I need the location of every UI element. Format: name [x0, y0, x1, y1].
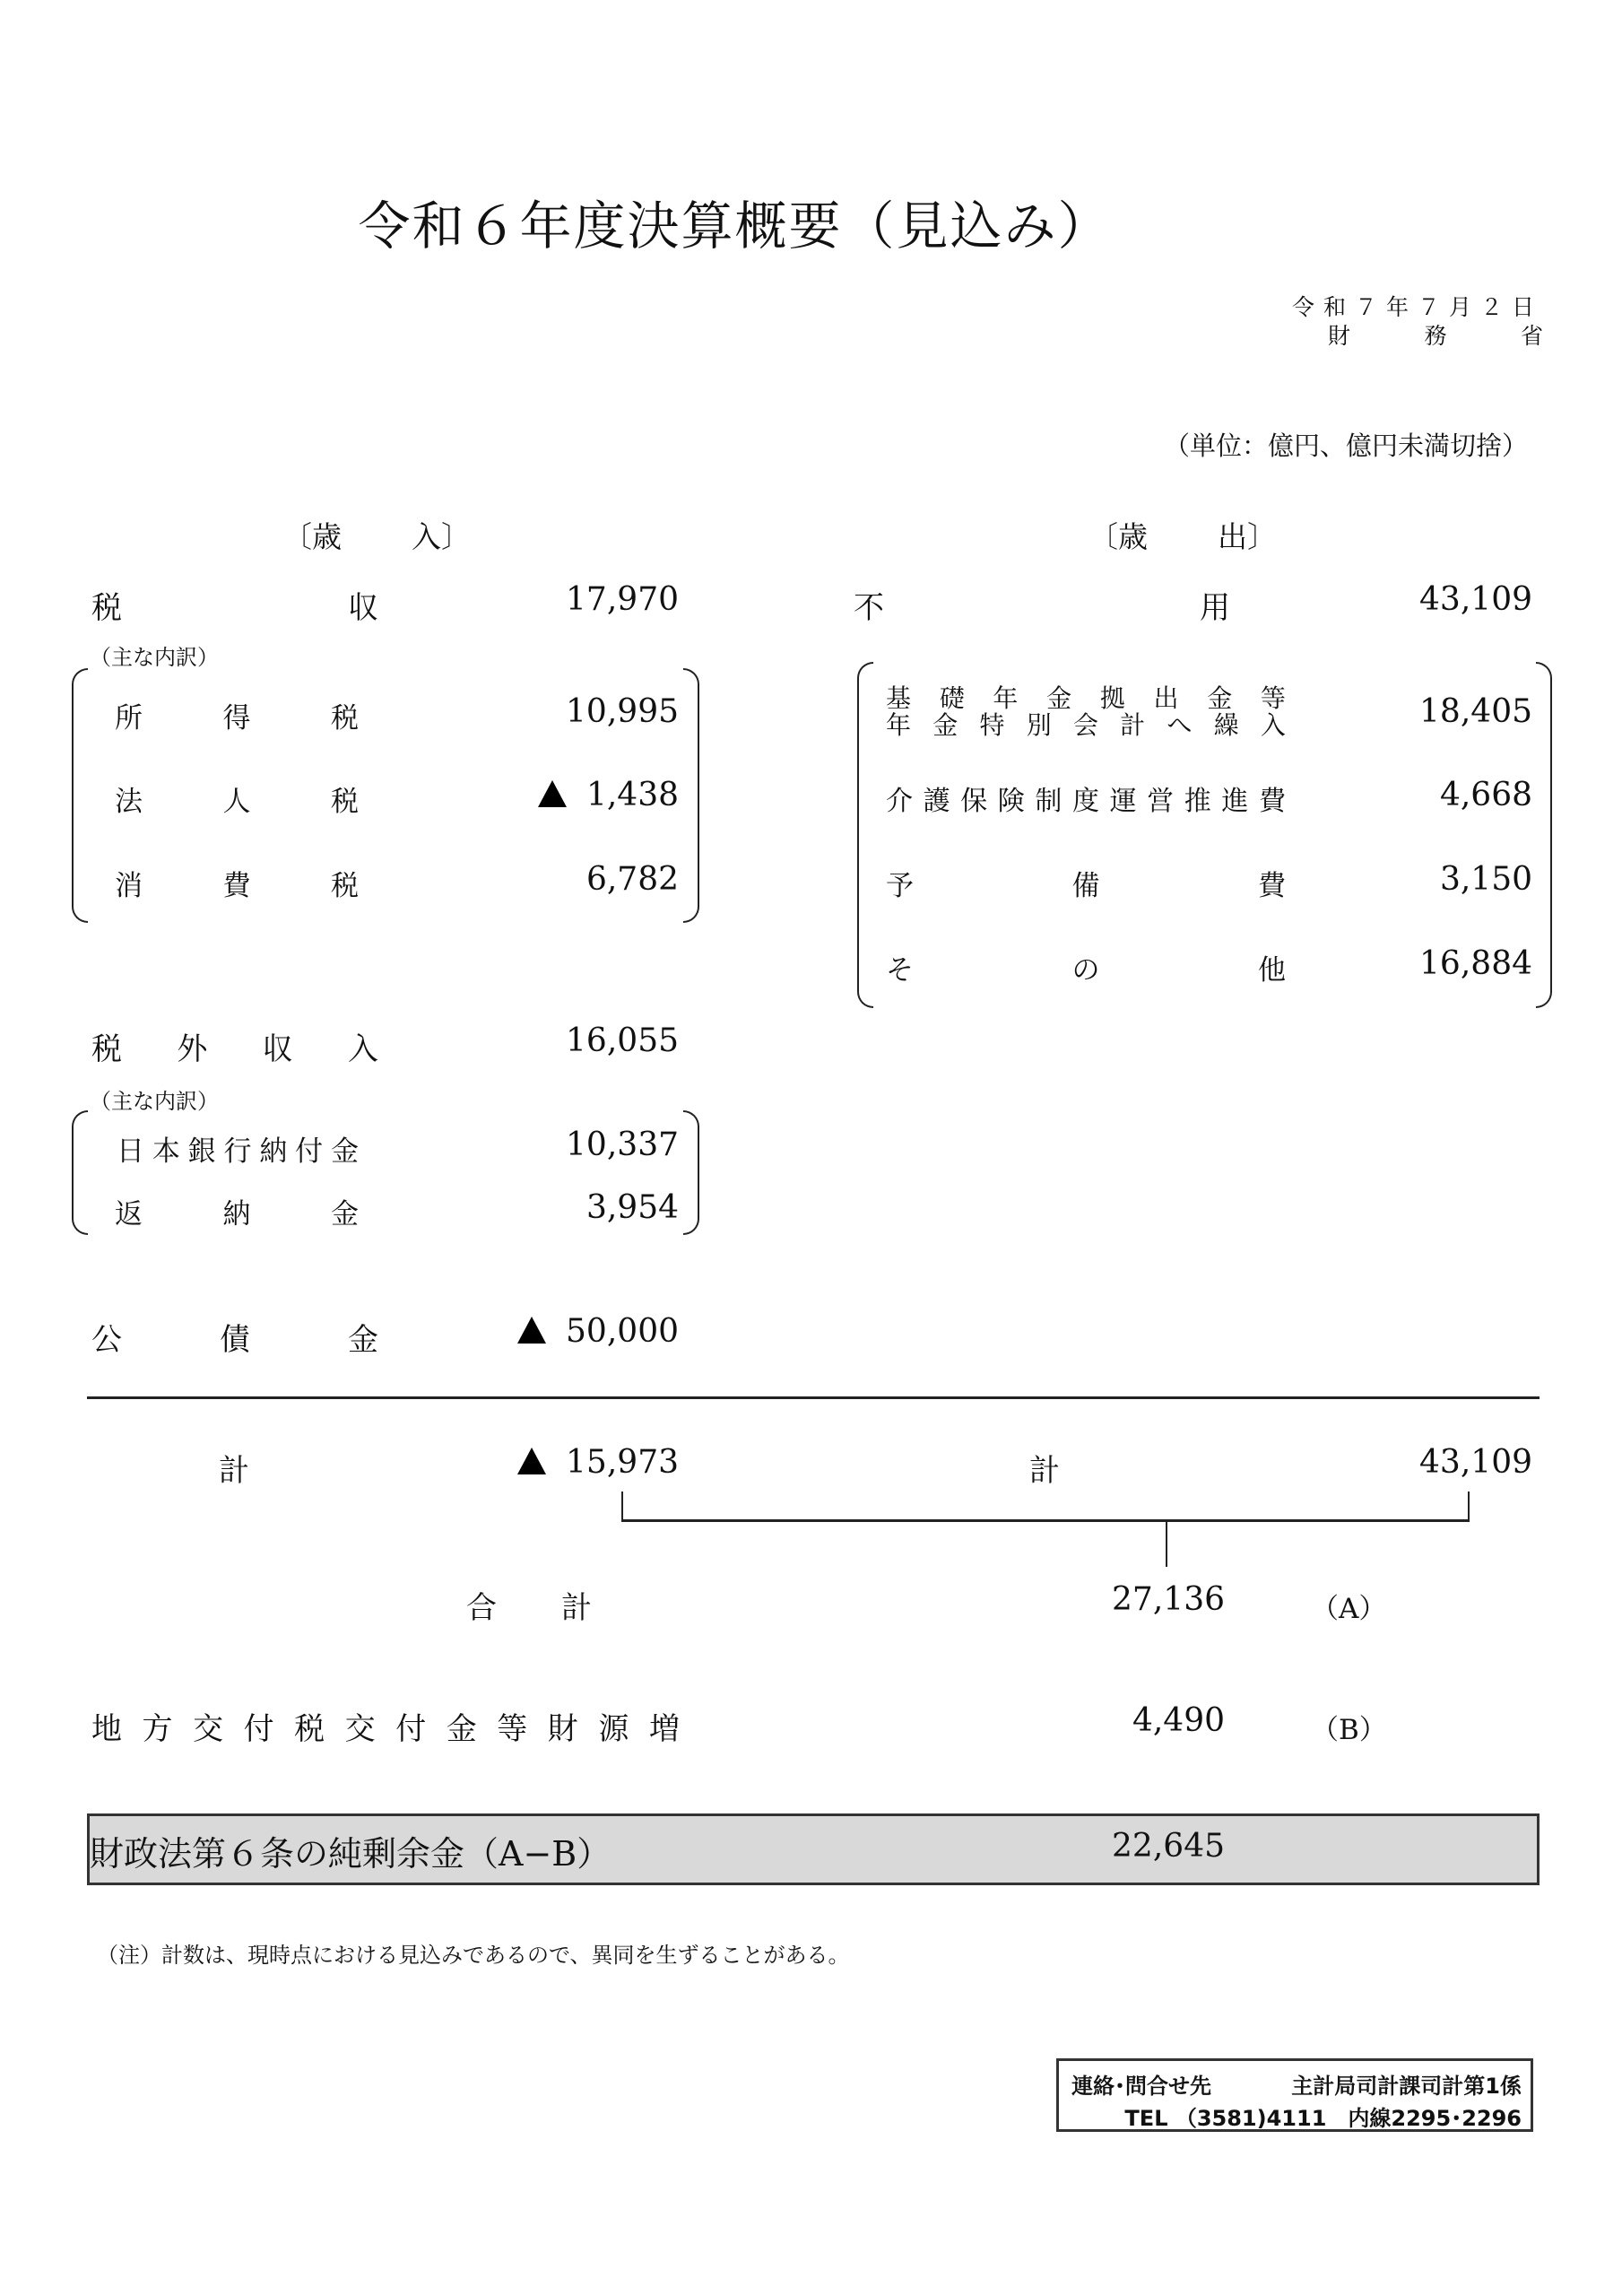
label-char: 収 — [348, 590, 378, 626]
negative-triangle-icon — [517, 1317, 546, 1344]
label-char: 付 — [395, 1711, 427, 1747]
label-char: 行 — [223, 1135, 252, 1168]
label-char: 費 — [1258, 870, 1286, 902]
label-char: 外 — [177, 1031, 208, 1067]
revenue-total-value — [517, 1444, 679, 1481]
grand-total-label — [466, 1583, 592, 1627]
nontax-item-refund-value: 3,954 — [585, 1189, 679, 1226]
label-char: 年 — [886, 710, 912, 740]
label-char: 金 — [446, 1711, 477, 1747]
label-char: 他 — [1258, 954, 1286, 987]
grand-total-tag: （A） — [1311, 1593, 1387, 1625]
label-char: 返 — [115, 1198, 143, 1231]
nontax-revenue-value: 16,055 — [566, 1022, 679, 1059]
bonds-label — [91, 1315, 378, 1359]
label-char: 備 — [1071, 870, 1100, 902]
ministry-char: 省 — [1520, 323, 1543, 349]
label-char: 入 — [1260, 710, 1286, 740]
label-char: 得 — [222, 702, 251, 735]
exp-item-nursing-value: 4,668 — [1439, 777, 1532, 813]
nontax-item-boj — [117, 1128, 359, 1169]
ministry-name — [1328, 318, 1543, 351]
label-char: 税 — [331, 870, 359, 902]
label-char: 付 — [243, 1711, 274, 1747]
bracket-right — [683, 668, 699, 923]
label-char: 拠 — [1099, 683, 1125, 713]
bracket-left — [72, 668, 88, 923]
label-char: 用 — [1200, 590, 1230, 626]
tax-item-corporate — [115, 778, 359, 819]
label-char: 計 — [1120, 710, 1146, 740]
label-char: 金 — [330, 1135, 359, 1168]
nontax-item-boj-value: 10,337 — [566, 1126, 679, 1163]
contact-box — [1056, 2058, 1533, 2132]
label-char: 公 — [91, 1322, 122, 1358]
label-char: 人 — [222, 786, 251, 818]
header-char: 出〕 — [1218, 519, 1277, 554]
bracket-left — [72, 1110, 88, 1235]
issue-date: 令和７年７月２日 — [1291, 294, 1543, 320]
label-char: 債 — [220, 1322, 250, 1358]
label-char: 納 — [259, 1135, 288, 1168]
label-char: 繰 — [1213, 710, 1239, 740]
label-char: へ — [1167, 710, 1193, 740]
tax-item-consumption — [115, 863, 359, 903]
footnote: （注）計数は、現時点における見込みであるので、異同を生ずることがある。 — [97, 1943, 850, 1968]
label-char: 不 — [854, 590, 884, 626]
bonds-value — [517, 1313, 679, 1350]
revenue-header — [282, 514, 471, 556]
expenditure-total-label: 計 — [1029, 1453, 1060, 1489]
label-char: そ — [886, 954, 914, 987]
label-char: 税 — [331, 786, 359, 818]
revenue-total-label: 計 — [219, 1453, 249, 1489]
label-char: 保 — [960, 786, 988, 817]
contact-phone: TEL （3581)4111 内線2295･2296 — [1124, 2106, 1522, 2131]
label-char: 財 — [547, 1711, 578, 1747]
label-char: 付 — [295, 1135, 324, 1168]
label-char: 金 — [932, 710, 958, 740]
label-char: 介 — [886, 786, 913, 817]
label-char: の — [1071, 954, 1100, 987]
expenditure-total-value: 43,109 — [1419, 1444, 1532, 1481]
surplus-value: 22,645 — [1112, 1828, 1225, 1865]
label-char: 予 — [886, 870, 914, 902]
label-char: 出 — [1153, 683, 1179, 713]
label-char: 交 — [344, 1711, 376, 1747]
label-char: 税 — [91, 590, 122, 626]
nontax-item-refund — [115, 1191, 359, 1231]
expenditure-header — [1089, 514, 1277, 556]
label-char: 金 — [1207, 683, 1233, 713]
label-char: 計 — [561, 1590, 592, 1626]
label-char: 所 — [115, 702, 143, 735]
tax-revenue-label — [91, 583, 378, 627]
local-allocation-value: 4,490 — [1132, 1702, 1225, 1739]
label-char: 営 — [1147, 786, 1175, 817]
exp-item-other — [886, 947, 1286, 987]
negative-triangle-icon — [538, 780, 567, 807]
header-char: 入〕 — [412, 519, 471, 554]
tax-item-income — [115, 695, 359, 735]
tax-item-consumption-value: 6,782 — [585, 861, 679, 898]
label-char: 入 — [347, 1031, 378, 1067]
label-char: 金 — [348, 1322, 378, 1358]
label-char: 法 — [115, 786, 143, 818]
tax-item-income-value: 10,995 — [566, 693, 679, 730]
value-text: 50,000 — [566, 1313, 679, 1350]
label-char: 制 — [1035, 786, 1063, 817]
exp-item-reserve — [886, 863, 1286, 903]
divider-line — [87, 1396, 1540, 1399]
exp-item-pension-value: 18,405 — [1419, 693, 1532, 730]
unused-label — [854, 583, 1230, 627]
label-char: 費 — [1258, 786, 1286, 817]
label-char: 増 — [648, 1711, 680, 1747]
label-char: 税 — [331, 702, 359, 735]
value-text: 1,438 — [585, 777, 679, 813]
bracket-right — [1536, 662, 1552, 1008]
contact-label: 連絡･問合せ先 — [1071, 2074, 1211, 2099]
ministry-char: 務 — [1424, 323, 1447, 349]
exp-item-pension-line2 — [886, 706, 1286, 742]
label-char: 険 — [997, 786, 1025, 817]
tax-revenue-value: 17,970 — [566, 581, 679, 618]
label-char: 運 — [1109, 786, 1137, 817]
exp-item-other-value: 16,884 — [1419, 945, 1532, 982]
label-char: 別 — [1026, 710, 1052, 740]
header-char: 〔歳 — [1089, 519, 1148, 554]
value-text: 15,973 — [566, 1444, 679, 1481]
contact-department: 主計局司計課司計第1係 — [1291, 2074, 1522, 2099]
label-char: 納 — [222, 1198, 251, 1231]
label-char: 進 — [1221, 786, 1249, 817]
label-char: 等 — [1260, 683, 1286, 713]
connector-right — [1468, 1492, 1470, 1520]
label-char: 年 — [993, 683, 1019, 713]
surplus-label: 財政法第６条の純剰余金（A−B） — [90, 1834, 612, 1874]
label-char: 税 — [294, 1711, 325, 1747]
label-char: 護 — [923, 786, 950, 817]
exp-item-reserve-value: 3,150 — [1439, 861, 1532, 898]
local-allocation-label — [91, 1704, 680, 1748]
nontax-breakdown-note: （主な内訳） — [90, 1089, 219, 1114]
local-allocation-tag: （B） — [1311, 1714, 1387, 1746]
label-char: 等 — [497, 1711, 528, 1747]
connector-down — [1166, 1522, 1167, 1567]
label-char: 金 — [331, 1198, 359, 1231]
header-char: 〔歳 — [282, 519, 342, 554]
nontax-revenue-label — [91, 1024, 378, 1068]
negative-triangle-icon — [517, 1448, 546, 1474]
label-char: 合 — [466, 1590, 497, 1626]
grand-total-value: 27,136 — [1112, 1581, 1225, 1618]
label-char: 度 — [1071, 786, 1099, 817]
connector-left — [621, 1492, 623, 1520]
label-char: 特 — [979, 710, 1005, 740]
exp-item-nursing — [886, 778, 1286, 818]
bracket-left — [857, 662, 873, 1008]
label-char: 礎 — [939, 683, 965, 713]
label-char: 日 — [117, 1135, 144, 1168]
label-char: 方 — [142, 1711, 173, 1747]
label-char: 本 — [152, 1135, 180, 1168]
label-char: 交 — [193, 1711, 224, 1747]
unit-note: （単位：億円、億円未満切捨） — [1163, 430, 1528, 461]
label-char: 銀 — [187, 1135, 216, 1168]
connector-horizontal — [621, 1519, 1470, 1522]
bracket-right — [683, 1110, 699, 1235]
tax-item-corporate-value — [538, 777, 679, 813]
label-char: 費 — [222, 870, 251, 902]
label-char: 収 — [262, 1031, 293, 1067]
page-title: 令和６年度決算概要（見込み） — [358, 196, 1112, 257]
label-char: 地 — [91, 1711, 122, 1747]
label-char: 基 — [886, 683, 912, 713]
label-char: 消 — [115, 870, 143, 902]
tax-breakdown-note: （主な内訳） — [90, 645, 219, 670]
ministry-char: 財 — [1328, 323, 1351, 349]
label-char: 源 — [598, 1711, 629, 1747]
label-char: 推 — [1184, 786, 1211, 817]
label-char: 税 — [91, 1031, 122, 1067]
label-char: 会 — [1072, 710, 1098, 740]
label-char: 金 — [1046, 683, 1072, 713]
unused-value: 43,109 — [1419, 581, 1532, 618]
